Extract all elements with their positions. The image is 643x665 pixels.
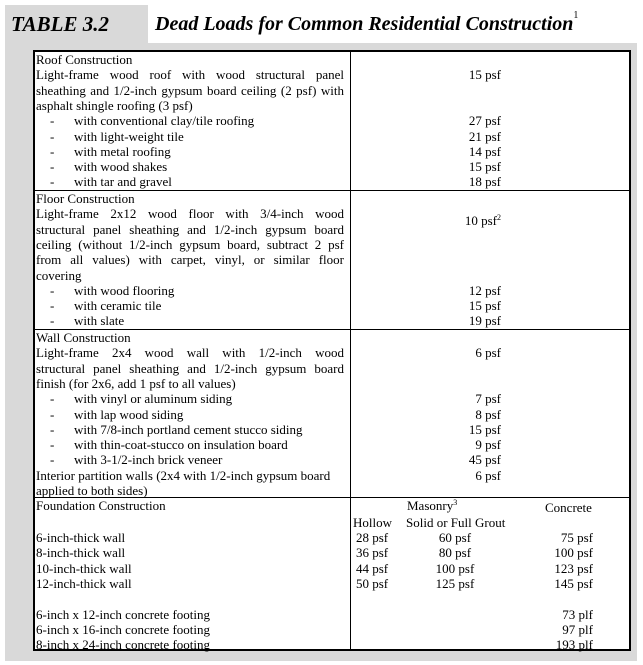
wall-item-value: 8 psf [475, 406, 501, 422]
dead-loads-table [33, 50, 631, 651]
floor-base-value-text: 10 psf [464, 213, 497, 228]
list-item: - with wood flooring [50, 282, 175, 298]
wall-item-value: 9 psf [475, 437, 501, 453]
foundation-row-label: 8-inch-thick wall [36, 545, 126, 561]
solid-value: 60 psf [438, 530, 472, 545]
floor-desc-line-4: from all values) with carpet, vinyl, or similar floor [36, 252, 344, 268]
roof-item-label: with conventional clay/tile roofing [74, 113, 255, 129]
roof-item-label: with tar and gravel [74, 174, 172, 190]
wall-item-value: 15 psf [468, 421, 501, 437]
list-item: - with slate [50, 313, 125, 329]
hollow-value: 50 psf [356, 575, 389, 591]
masonry-header [407, 498, 457, 513]
list-item: - with 3-1/2-inch brick veneer [50, 452, 223, 468]
hollow-value: 44 psf [356, 560, 389, 576]
list-item: - with 7/8-inch portland cement stucco siding [50, 421, 303, 437]
wall-item-label: with lap wood siding [74, 406, 184, 422]
foundation-row-label: 10-inch-thick wall [36, 560, 132, 576]
list-item: - with tar and gravel [50, 174, 172, 190]
list-item: - with light-weight tile [50, 128, 184, 144]
floor-item-label: with ceramic tile [74, 298, 162, 314]
roof-item-label: with metal roofing [74, 143, 171, 159]
floor-base-value [465, 213, 501, 228]
list-item: - with conventional clay/tile roofing [50, 113, 255, 129]
footing-label: 8-inch x 24-inch concrete footing [36, 637, 210, 653]
list-item: - with metal roofing [50, 143, 171, 159]
footing-value: 73 plf [562, 606, 593, 622]
roof-heading: Roof Construction [36, 52, 133, 67]
concrete-value: 100 psf [554, 545, 593, 561]
foundation-row-label: 12-inch-thick wall [36, 575, 132, 591]
floor-desc-line-2: structural panel sheathing and 1/2-inch gypsum board [36, 221, 344, 237]
solid-value: 125 psf [435, 575, 475, 591]
floor-desc-line-5: covering [36, 267, 82, 283]
roof-desc-line-1: Light-frame wood roof with wood structural panel [36, 67, 344, 83]
table-title-text: Dead Loads for Common Residential Construction [155, 13, 574, 35]
floor-item-value: 19 psf [468, 313, 501, 329]
list-item: - with vinyl or aluminum siding [50, 391, 233, 407]
footing-value: 193 plf [555, 637, 593, 653]
roof-item-value: 14 psf [468, 143, 501, 159]
masonry-footnote: 3 [453, 498, 458, 507]
list-item: - with thin-coat-stucco on insulation board [50, 437, 288, 453]
foundation-column-divider [350, 497, 351, 651]
roof-item-value: 18 psf [468, 174, 501, 190]
masonry-header-text: Masonry [407, 498, 454, 513]
wall-desc-line-1: Light-frame 2x4 wood wall with 1/2-inch wood [36, 345, 344, 361]
concrete-value: 75 psf [560, 530, 593, 545]
table-title-bar [5, 5, 637, 43]
floor-item-label: with wood flooring [74, 282, 175, 298]
hollow-value: 36 psf [356, 545, 389, 561]
roof-item-value: 27 psf [468, 113, 501, 129]
floor-desc-line-3: ceiling (without 1/2-inch gypsum board, subtract 2 psf [36, 236, 344, 252]
floor-desc-line-1: Light-frame 2x12 wood floor with 3/4-inch wood [36, 206, 344, 222]
wall-base-value: 6 psf [475, 345, 501, 361]
wall-heading: Wall Construction [36, 330, 131, 345]
roof-item-value: 15 psf [468, 159, 501, 175]
floor-heading: Floor Construction [36, 191, 135, 206]
list-item: - with lap wood siding [50, 406, 184, 422]
wall-item-label: with vinyl or aluminum siding [74, 391, 233, 407]
roof-base-value: 15 psf [468, 67, 501, 83]
hollow-header: Hollow [353, 515, 392, 530]
table-number: TABLE 3.2 [5, 5, 148, 43]
footing-label: 6-inch x 12-inch concrete footing [36, 606, 210, 622]
partition-line-2: applied to both sides) [36, 483, 148, 498]
footing-value: 97 plf [562, 621, 593, 637]
foundation-heading: Foundation Construction [36, 498, 166, 513]
wall-item-value: 7 psf [475, 391, 501, 407]
footing-label: 6-inch x 16-inch concrete footing [36, 621, 210, 637]
table-title-footnote: 1 [573, 10, 579, 21]
solid-value: 80 psf [438, 545, 472, 561]
wall-desc-line-2: structural panel sheathing and 1/2-inch gypsum board [36, 360, 344, 376]
roof-item-label: with wood shakes [74, 159, 168, 175]
list-item: - with ceramic tile [50, 298, 162, 314]
hollow-value: 28 psf [356, 530, 389, 545]
roof-desc-line-2: sheathing and 1/2-inch gypsum board ceiling (2 psf) with [36, 82, 344, 98]
partition-line-1: Interior partition walls (2x4 with 1/2-inch gypsum board [36, 467, 331, 483]
roof-item-value: 21 psf [468, 128, 501, 144]
concrete-value: 123 psf [554, 560, 593, 576]
floor-item-value: 15 psf [468, 298, 501, 314]
wall-desc-line-3: finish (for 2x6, add 1 psf to all values) [36, 375, 236, 391]
concrete-header: Concrete [545, 500, 592, 515]
solid-value: 100 psf [435, 560, 475, 576]
foundation-row-label: 6-inch-thick wall [36, 530, 126, 545]
roof-item-label: with light-weight tile [74, 128, 184, 144]
partition-value: 6 psf [475, 467, 501, 483]
wall-item-label: with thin-coat-stucco on insulation board [74, 437, 288, 453]
table-title [155, 5, 578, 43]
column-divider [350, 52, 351, 497]
wall-item-label: with 3-1/2-inch brick veneer [74, 452, 223, 468]
wall-item-value: 45 psf [468, 452, 501, 468]
wall-item-label: with 7/8-inch portland cement stucco siding [74, 421, 303, 437]
solid-header: Solid or Full Grout [406, 515, 506, 530]
list-item: - with wood shakes [50, 159, 168, 175]
floor-base-value-footnote: 2 [497, 213, 501, 222]
concrete-value: 145 psf [554, 575, 593, 591]
floor-item-value: 12 psf [468, 282, 501, 298]
roof-desc-line-3: asphalt shingle roofing (3 psf) [36, 97, 193, 113]
floor-item-label: with slate [74, 313, 125, 329]
